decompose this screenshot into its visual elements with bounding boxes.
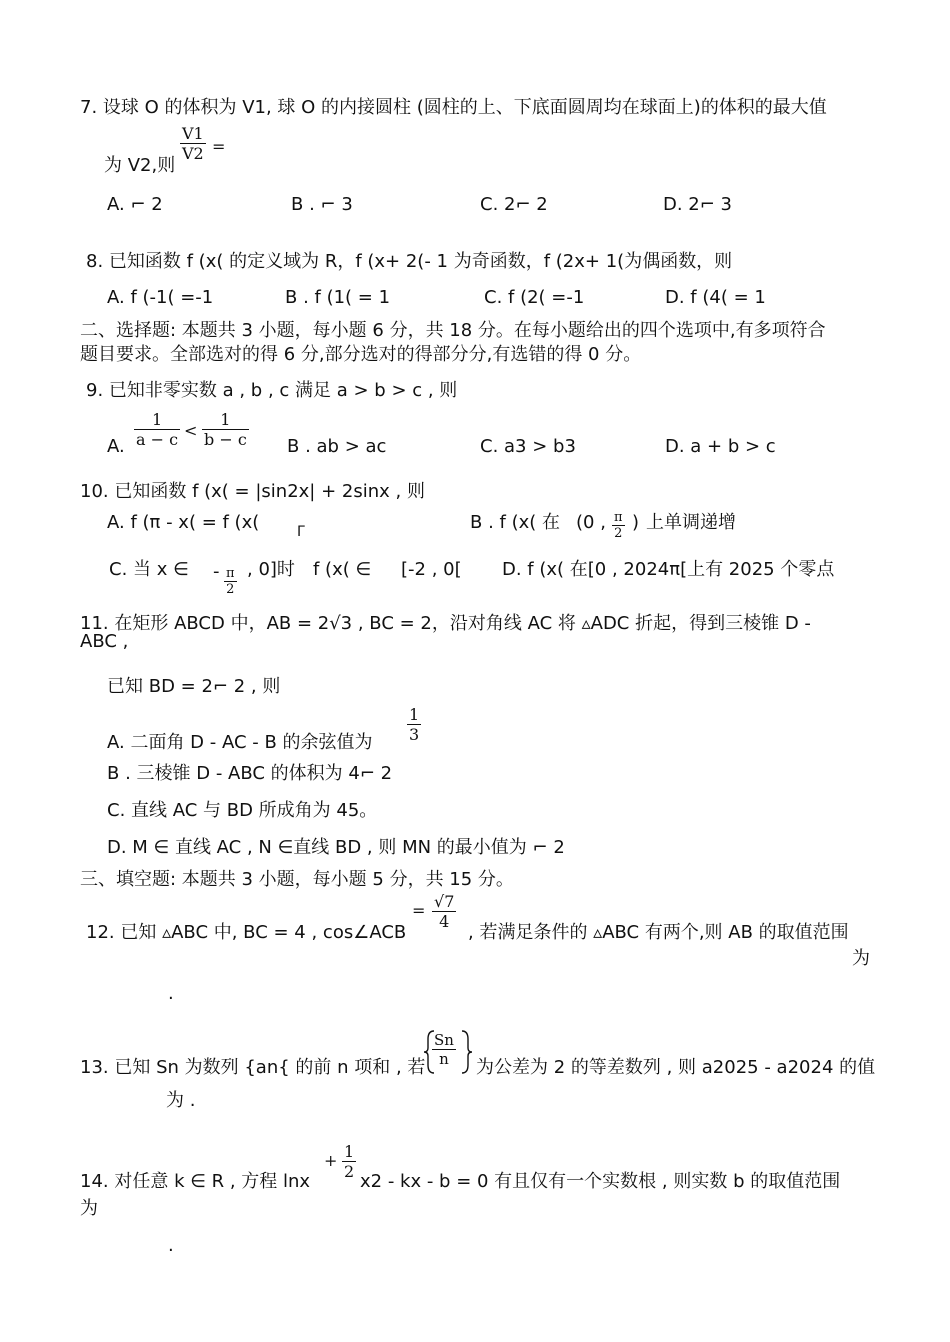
q14-stem-post: x2 - kx - b = 0 有且仅有一个实数根 , 则实数 b 的取值范围 <box>360 1171 841 1192</box>
q14-wrap: 为 <box>80 1198 98 1219</box>
q8-option-c: C. f (2( =-1 <box>484 287 585 308</box>
q10-option-c-post: f (x( ∈ <box>313 559 372 580</box>
q13-frac-den: n <box>432 1049 456 1068</box>
q14-stem-pre: 14. 对任意 k ∈ R , 方程 lnx <box>80 1171 311 1192</box>
q7-frac-den: V2 <box>182 144 204 163</box>
q9-frac-1 <box>134 410 180 449</box>
q11-option-a: A. 二面角 D - AC - B 的余弦值为 <box>107 732 373 753</box>
q8-option-a: A. f (-1( =-1 <box>107 287 214 308</box>
q7-fraction <box>180 124 206 163</box>
q10-option-b-pre: B . f (x( 在 <box>470 512 560 533</box>
q7-option-a: A. ⌐ 2 <box>107 194 163 215</box>
q9-option-a-label: A. <box>107 436 125 457</box>
q8-stem: 8. 已知函数 f (x( 的定义域为 R，f (x+ 2(- 1 为奇函数，f (2x+ 1(为偶函数，则 <box>86 251 733 272</box>
q9-stem: 9. 已知非零实数 a , b , c 满足 a > b > c , 则 <box>86 380 458 401</box>
q12-stem-pre: 12. 已知 ▵ABC 中, BC = 4 , cos∠ACB <box>86 922 407 943</box>
q12-fraction <box>432 892 456 931</box>
q10-option-c-frac <box>224 566 237 597</box>
q14-plus: + <box>324 1151 338 1170</box>
q10-option-b-open: (0 , <box>576 512 606 533</box>
q11-line2: ABC , <box>80 631 129 652</box>
q9-option-c: C. a3 > b3 <box>480 436 576 457</box>
q14-frac-den: 2 <box>344 1162 355 1181</box>
q11-line3: 已知 BD = 2⌐ 2 , 则 <box>107 676 281 697</box>
q9-lt: < <box>184 421 198 440</box>
q8-option-b: B . f (1( = 1 <box>285 287 391 308</box>
q7-eq: = <box>212 137 226 156</box>
section3-line1: 三、填空题: 本题共 3 小题，每小题 5 分，共 15 分。 <box>80 869 514 890</box>
q13-stem-pre: 13. 已知 Sn 为数列 {an{ 的前 n 项和 , 若 <box>80 1057 426 1078</box>
q11-option-b: B . 三棱锥 D - ABC 的体积为 4⌐ 2 <box>107 763 393 784</box>
q7-frac-num: V1 <box>182 124 204 143</box>
q10-c-pi: π <box>226 566 235 581</box>
q12-frac-den: 4 <box>432 911 456 931</box>
q10-option-a: A. f (π - x( = f (x( <box>107 512 260 533</box>
q7-line1: 7. 设球 O 的体积为 V1, 球 O 的内接圆柱 (圆柱的上、下底面圆周均在球面上)的体积的最大值 <box>80 97 827 118</box>
q10-option-b-frac <box>612 510 625 541</box>
q10-option-d: D. f (x( 在[0 , 2024π[上有 2025 个零点 <box>502 559 835 580</box>
q8-option-d: D. f (4( = 1 <box>665 287 766 308</box>
q10-option-b-close: ) <box>632 512 640 533</box>
q7-prefix: 为 V2,则 <box>104 155 176 176</box>
q13-frac-num: Sn <box>434 1031 454 1049</box>
q9-frac2-den: b − c <box>204 430 247 449</box>
q12-stem-post: , 若满足条件的 ▵ABC 有两个,则 AB 的取值范围 <box>468 922 849 943</box>
q11-option-a-frac <box>407 705 421 744</box>
q11-line1: 11. 在矩形 ABCD 中，AB = 2√3 , BC = 2，沿对角线 AC 将 ▵ADC 折起，得到三棱锥 D - <box>80 613 811 634</box>
q10-option-c-range: [-2 , 0[ <box>401 559 462 580</box>
q10-bracket-mark: Γ <box>297 524 305 540</box>
q10-stem: 10. 已知函数 f (x( = |sin2x| + 2sinx , 则 <box>80 481 425 502</box>
q11-option-d: D. M ∈ 直线 AC , N ∈直线 BD , 则 MN 的最小值为 ⌐ 2 <box>107 837 565 858</box>
q12-frac-num: √7 <box>434 892 455 911</box>
q9-frac-2 <box>202 410 249 449</box>
q13-stem-post: 为公差为 2 的等差数列 , 则 a2025 - a2024 的值 <box>476 1057 876 1078</box>
q7-option-d: D. 2⌐ 3 <box>663 194 733 215</box>
q14-blank: . <box>168 1235 174 1256</box>
q10-option-c-mid: , 0]时 <box>247 559 295 580</box>
q9-frac1-den: a − c <box>136 430 179 449</box>
q11-a-den: 3 <box>409 725 420 744</box>
section2-line2: 题目要求。全部选对的得 6 分,部分选对的得部分分,有选错的得 0 分。 <box>80 344 642 365</box>
q12-blank: . <box>168 983 174 1004</box>
q10-option-c-neg: - <box>213 561 220 582</box>
q12-eq: = <box>412 901 426 920</box>
q14-frac-num: 1 <box>344 1142 355 1161</box>
q7-option-c: C. 2⌐ 2 <box>480 194 548 215</box>
q14-fraction <box>342 1142 356 1181</box>
q10-option-c-pre: C. 当 x ∈ <box>109 559 189 580</box>
section2-line1: 二、选择题: 本题共 3 小题，每小题 6 分，共 18 分。在每小题给出的四个选项中,有多项符合 <box>80 320 826 341</box>
q11-option-c: C. 直线 AC 与 BD 所成角为 45。 <box>107 800 378 821</box>
q13-fraction <box>432 1031 456 1068</box>
q10-c-two: 2 <box>224 581 237 597</box>
q10-option-b-post: 上单调递增 <box>646 512 736 533</box>
q12-wrap: 为 <box>852 948 870 969</box>
q9-frac1-num: 1 <box>151 410 163 429</box>
q9-option-b: B . ab > ac <box>287 436 387 457</box>
q9-frac2-num: 1 <box>220 410 231 429</box>
q10-b-pi: π <box>614 510 623 525</box>
q13-wrap: 为 . <box>166 1090 196 1111</box>
q7-option-b: B . ⌐ 3 <box>291 194 353 215</box>
q13-right-brace <box>462 1031 472 1073</box>
q10-b-two: 2 <box>612 525 625 541</box>
q11-a-num: 1 <box>409 705 420 724</box>
q9-option-d: D. a + b > c <box>665 436 776 457</box>
